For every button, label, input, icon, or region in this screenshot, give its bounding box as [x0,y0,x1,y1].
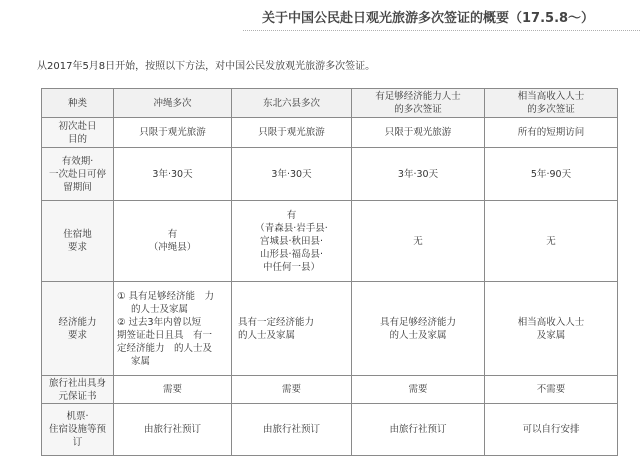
cell: ① 具有足够经济能 力 的人士及家属 ② 过去3年内曾以短 期签证赴日且具 有一 定经济能力 的人士及 家属 [114,282,232,376]
header-okinawa: 冲绳多次 [114,89,232,118]
cell: 可以自行安排 [485,404,618,456]
cell: 5年·90天 [485,148,618,201]
cell: 所有的短期访问 [485,118,618,148]
row-validity [42,148,618,201]
cell: 3年·30天 [114,148,232,201]
cell: 不需要 [485,376,618,404]
cell: 由旅行社预订 [114,404,232,456]
header-economic: 有足够经济能力人士 的多次签证 [352,89,485,118]
title-divider [243,30,640,31]
cell: 无 [485,201,618,282]
cell: 只限于观光旅游 [232,118,352,148]
cell: 3年·30天 [352,148,485,201]
row-label: 机票· 住宿设施等预 订 [42,404,114,456]
cell: 有 （青森县·岩手县· 宫城县·秋田县· 山形县·福岛县· 中任何一县） [232,201,352,282]
row-guarantee [42,376,618,404]
cell: 由旅行社预订 [352,404,485,456]
cell: 有 （冲绳县） [114,201,232,282]
intro-text: 从2017年5月8日开始，按照以下方法，对中国公民发放观光旅游多次签证。 [37,61,376,72]
cell: 只限于观光旅游 [114,118,232,148]
cell: 相当高收入人士 及家属 [485,282,618,376]
visa-comparison-table [41,88,618,456]
cell: 需要 [352,376,485,404]
cell: 只限于观光旅游 [352,118,485,148]
row-label: 经济能力 要求 [42,282,114,376]
cell: 3年·30天 [232,148,352,201]
cell: 需要 [232,376,352,404]
header-highincome: 相当高收入人士 的多次签证 [485,89,618,118]
row-label: 旅行社出具身 元保证书 [42,376,114,404]
row-booking [42,404,618,456]
header-row [42,89,618,118]
row-purpose [42,118,618,148]
row-label: 有效期· 一次赴日可停 留期间 [42,148,114,201]
cell: 具有足够经济能力 的人士及家属 [352,282,485,376]
cell: 无 [352,201,485,282]
row-lodging [42,201,618,282]
row-label: 住宿地 要求 [42,201,114,282]
row-economy [42,282,618,376]
cell: 由旅行社预订 [232,404,352,456]
header-tohoku: 东北六县多次 [232,89,352,118]
cell: 需要 [114,376,232,404]
page-title: 关于中国公民赴日观光旅游多次签证的概要（17.5.8～） [262,11,595,26]
header-label: 种类 [42,89,114,118]
cell: 具有一定经济能力 的人士及家属 [232,282,352,376]
row-label: 初次赴日 目的 [42,118,114,148]
